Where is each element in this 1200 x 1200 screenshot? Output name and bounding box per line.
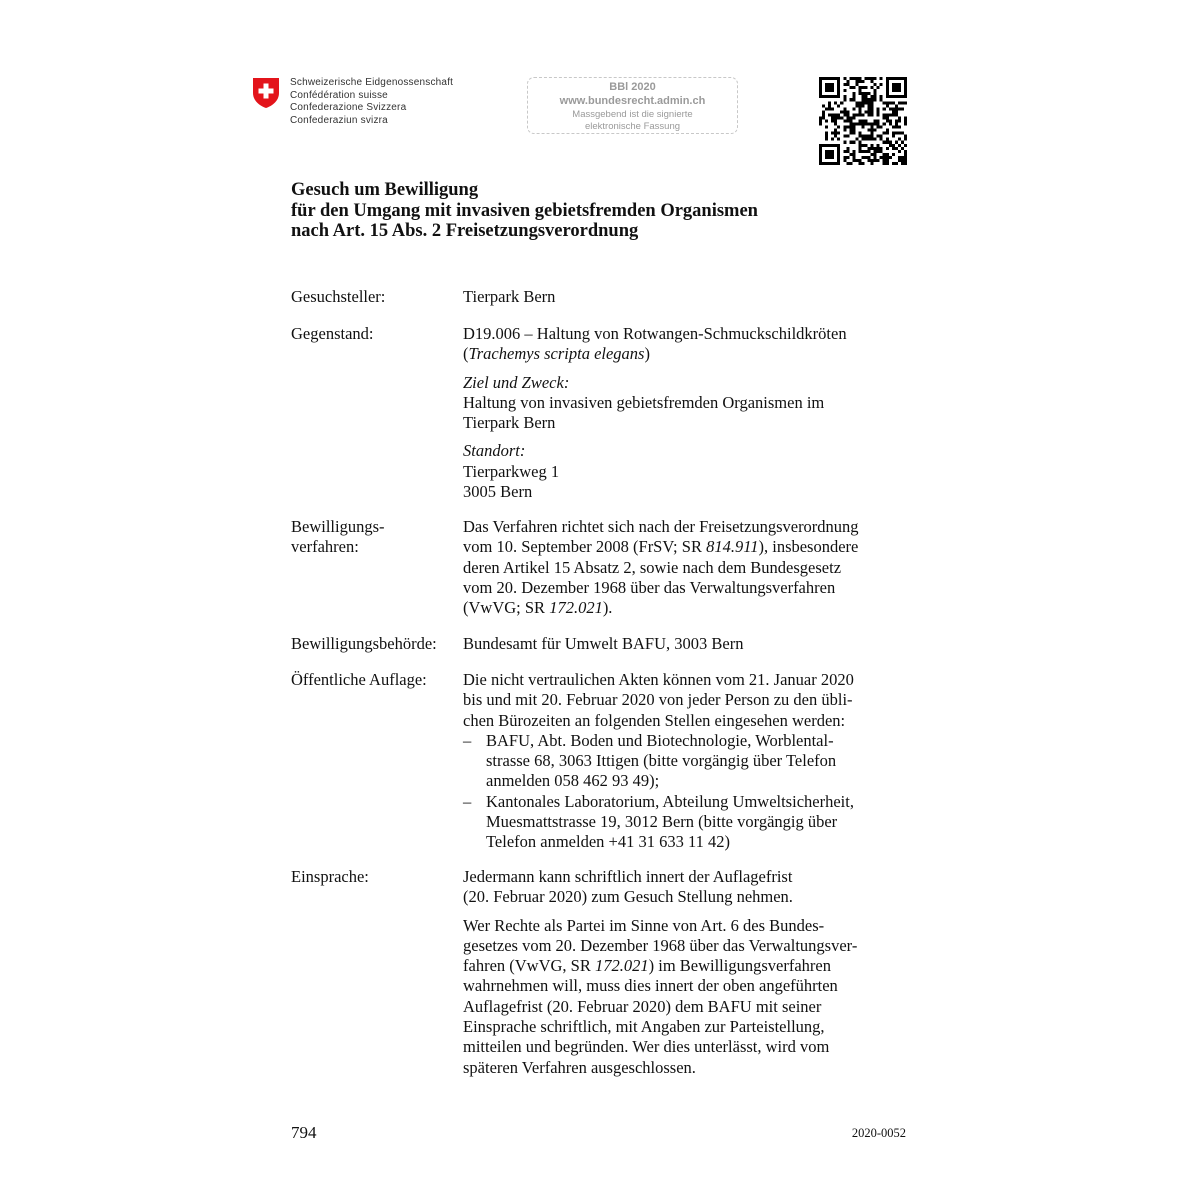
stamp-url: www.bundesrecht.admin.ch [559, 95, 706, 107]
swiss-crest-icon [252, 77, 280, 109]
standort-city: 3005 Bern [463, 482, 533, 502]
confederation-de: Schweizerische Eidgenossenschaft [290, 77, 454, 88]
confederation-rm: Confederaziun svizra [290, 114, 388, 126]
label-gegenstand: Gegenstand: [291, 324, 374, 343]
ziel-text: Haltung von invasiven gebietsfremden Organismen im [463, 392, 825, 412]
label-oeffentliche-auflage: Öffentliche Auflage: [291, 670, 427, 689]
confederation-names [290, 77, 453, 127]
title-line: Gesuch um Bewilligung [291, 180, 479, 200]
list-item: – BAFU, Abt. Boden und Biotechnologie, Worblental- strasse 68, 3063 Ittigen (bitte vorgängig über Telefon anmelden 058 462 93 49); [463, 730, 837, 791]
page-number: 794 [291, 1123, 317, 1142]
value-oeffentliche-auflage: Die nicht vertraulichen Akten können vom 21. Januar 2020 bis und mit 20. Februar 2020 von jeder Person zu den übli- chen Bürozeiten an folgenden Stellen eingesehen werden: – BAFU, Abt. Boden und Biotechnologie, Worblental- strasse 68, 3063 Ittigen (bitte vorgängig über Telefon anmelden 058 462 93 49); – Kantonales Laboratorium, Abteilung Umweltsicherheit, Muesmattstrasse 19, 3012 Bern (bitte vorgängig über Telefon anmelden +41 31 633 11 42) [463, 670, 913, 853]
label-bewilligungsbehoerde: Bewilligungsbehörde: [291, 634, 437, 653]
list-item: – Kantonales Laboratorium, Abteilung Umweltsicherheit, Muesmattstrasse 19, 3012 Bern (bitte vorgängig über Telefon anmelden +41 31 633 11 42) [463, 791, 854, 852]
stamp-note-2: elektronische Fassung [584, 120, 681, 132]
publication-stamp [527, 77, 738, 134]
ziel-text: Tierpark Bern [463, 413, 556, 433]
value-gesuchsteller: Tierpark Bern [463, 287, 556, 306]
label-bewilligungsverfahren: Bewilligungs- verfahren: [291, 517, 385, 557]
value-einsprache: Jedermann kann schriftlich innert der Auflagefrist (20. Februar 2020) zum Gesuch Stellung nehmen. Wer Rechte als Partei im Sinne von Art. 6 des Bundes- gesetzes vom 20. Dezember 1968 über das Verwaltungsver- fahren (VwVG, SR 172.021) im Bewilligungsverfahren wahrnehmen will, muss dies innert der oben angeführten Auflagefrist (20. Februar 2020) dem BAFU mit seiner Einsprache schriftlich, mit Angaben zur Parteistellung, mitteilen und begründen. Wer dies unterlässt, wird vom späteren Verfahren ausgeschlossen. [463, 867, 858, 1077]
label-gesuchsteller: Gesuchsteller: [291, 287, 386, 306]
title-line: nach Art. 15 Abs. 2 Freisetzungsverordnung [291, 221, 639, 241]
document-reference: 2020-0052 [851, 1126, 906, 1140]
gegenstand-species: (Trachemys scripta elegans) [463, 344, 650, 364]
value-bewilligungsverfahren: Das Verfahren richtet sich nach der Freisetzungsverordnung vom 10. September 2008 (FrSV; SR 814.911), insbesondere deren Artikel 15 Absatz 2, sowie nach dem Bundesgesetz vom 20. Dezember 1968 über das Verwaltungsverfahren (VwVG; SR 172.021). [463, 517, 859, 618]
confederation-it: Confederazione Svizzera [290, 102, 407, 114]
gegenstand-title: D19.006 – Haltung von Rotwangen-Schmuckschildkröten [463, 324, 847, 343]
value-bewilligungsbehoerde: Bundesamt für Umwelt BAFU, 3003 Bern [463, 634, 744, 653]
page-title [291, 180, 758, 242]
confederation-fr: Confédération suisse [290, 89, 388, 101]
qr-code-icon [819, 77, 907, 165]
stamp-note-1: Massgebend ist die signierte [572, 109, 693, 120]
standort-street: Tierparkweg 1 [463, 461, 560, 481]
standort-heading: Standort: [463, 441, 526, 461]
stamp-bbl: BBl 2020 [609, 81, 656, 93]
ziel-heading: Ziel und Zweck: [463, 372, 570, 392]
title-line: für den Umgang mit invasiven gebietsfremden Organismen [291, 200, 758, 221]
label-einsprache: Einsprache: [291, 867, 369, 886]
